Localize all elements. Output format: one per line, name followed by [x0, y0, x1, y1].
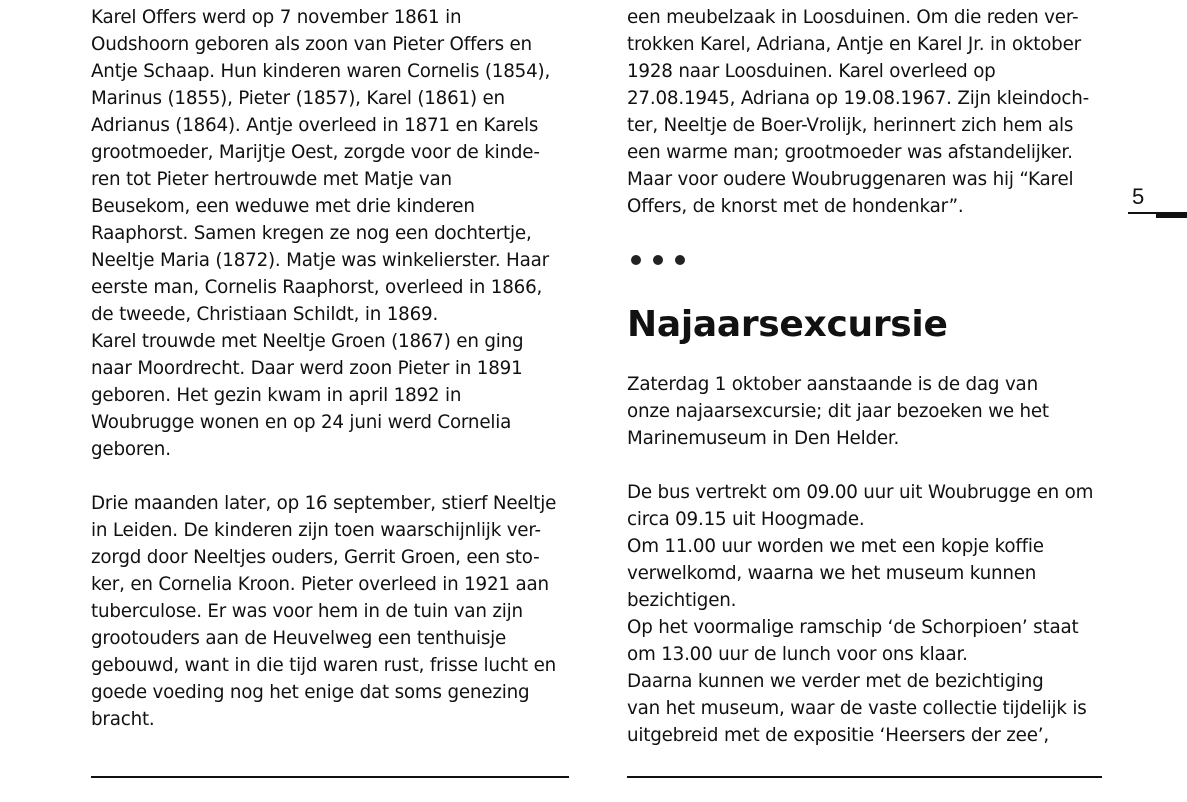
text-line: Beusekom, een weduwe met drie kinderen [91, 196, 475, 217]
text-line: circa 09.15 uit Hoogmade. [627, 509, 865, 530]
text-line: naar Moordrecht. Daar werd zoon Pieter in 1891 [91, 358, 523, 379]
text-line: Neeltje Maria (1872). Matje was winkelierster. Haar [91, 250, 549, 271]
text-line: ker, en Cornelia Kroon. Pieter overleed in 1921 aan [91, 574, 549, 595]
text-line: uitgebreid met de expositie ‘Heersers der zee’, [627, 725, 1049, 746]
text-line: trokken Karel, Adriana, Antje en Karel Jr. in oktober [627, 34, 1081, 55]
text-line: grootouders aan de Heuvelweg een tenthuisje [91, 628, 507, 649]
text-line: onze najaarsexcursie; dit jaar bezoeken we het [627, 401, 1049, 422]
paragraph-gap [91, 463, 581, 490]
separator-dot [653, 255, 663, 265]
text-line: 27.08.1945, Adriana op 19.08.1967. Zijn kleindoch- [627, 88, 1090, 109]
text-line: Om 11.00 uur worden we met een kopje koffie [627, 536, 1044, 557]
text-line: Marinus (1855), Pieter (1857), Karel (1861) en [91, 88, 505, 109]
text-line: Maar voor oudere Woubruggenaren was hij “Karel [627, 169, 1074, 190]
text-line: grootmoeder, Marijtje Oest, zorgde voor de kinde- [91, 142, 540, 163]
text-line: ter, Neeltje de Boer-Vrolijk, herinnert zich hem als [627, 115, 1074, 136]
paragraph-gap [627, 452, 1127, 479]
text-line: ren tot Pieter hertrouwde met Matje van [91, 169, 452, 190]
text-line: Adrianus (1864). Antje overleed in 1871 en Karels [91, 115, 539, 136]
text-line: 1928 naar Loosduinen. Karel overleed op [627, 61, 996, 82]
excursion-intro [627, 371, 1127, 452]
text-line: Zaterdag 1 oktober aanstaande is de dag van [627, 374, 1038, 395]
text-line: Karel Offers werd op 7 november 1861 in [91, 7, 462, 28]
text-line: Op het voormalige ramschip ‘de Schorpioen’ staat [627, 617, 1079, 638]
text-line: Drie maanden later, op 16 september, stierf Neeltje [91, 493, 557, 514]
left-footer-rule [91, 776, 569, 778]
text-line: Offers, de knorst met de hondenkar”. [627, 196, 964, 217]
text-line: om 13.00 uur de lunch voor ons klaar. [627, 644, 968, 665]
page-number: 5 [1132, 184, 1145, 209]
text-line: tuberculose. Er was voor hem in de tuin van zijn [91, 601, 523, 622]
excursion-details [627, 479, 1127, 749]
section-separator-dots [631, 255, 685, 265]
page-number-rule-thick [1156, 212, 1187, 218]
left-paragraph-2 [91, 490, 581, 733]
left-column [91, 4, 581, 733]
text-line: Woubrugge wonen en op 24 juni werd Cornelia [91, 412, 512, 433]
right-column-excursion [627, 371, 1127, 749]
text-line: Marinemuseum in Den Helder. [627, 428, 900, 449]
text-line: Raaphorst. Samen kregen ze nog een dochtertje, [91, 223, 532, 244]
text-line: gebouwd, want in die tijd waren rust, frisse lucht en [91, 655, 557, 676]
text-line: eerste man, Cornelis Raaphorst, overleed in 1866, [91, 277, 543, 298]
text-line: de tweede, Christiaan Schildt, in 1869. [91, 304, 439, 325]
text-line: zorgd door Neeltjes ouders, Gerrit Groen, een sto- [91, 547, 540, 568]
text-line: De bus vertrekt om 09.00 uur uit Woubrugge en om [627, 482, 1094, 503]
separator-dot [675, 255, 685, 265]
left-paragraph-1 [91, 4, 581, 463]
text-line: Daarna kunnen we verder met de bezichtiging [627, 671, 1044, 692]
text-line: van het museum, waar de vaste collectie tijdelijk is [627, 698, 1087, 719]
section-heading: Najaarsexcursie [627, 304, 948, 345]
text-line: geboren. Het gezin kwam in april 1892 in [91, 385, 462, 406]
text-line: goede voeding nog het enige dat soms genezing [91, 682, 530, 703]
text-line: Karel trouwde met Neeltje Groen (1867) en ging [91, 331, 524, 352]
separator-dot [631, 255, 641, 265]
right-footer-rule [627, 776, 1102, 778]
text-line: bracht. [91, 709, 155, 730]
text-line: geboren. [91, 439, 171, 460]
right-column-continuation [627, 4, 1127, 220]
text-line: een meubelzaak in Loosduinen. Om die reden ver- [627, 7, 1079, 28]
text-line: bezichtigen. [627, 590, 737, 611]
text-line: in Leiden. De kinderen zijn toen waarschijnlijk ver- [91, 520, 541, 541]
text-line: Oudshoorn geboren als zoon van Pieter Offers en [91, 34, 532, 55]
text-line: Antje Schaap. Hun kinderen waren Cornelis (1854), [91, 61, 551, 82]
text-line: verwelkomd, waarna we het museum kunnen [627, 563, 1037, 584]
text-line: een warme man; grootmoeder was afstandelijker. [627, 142, 1073, 163]
